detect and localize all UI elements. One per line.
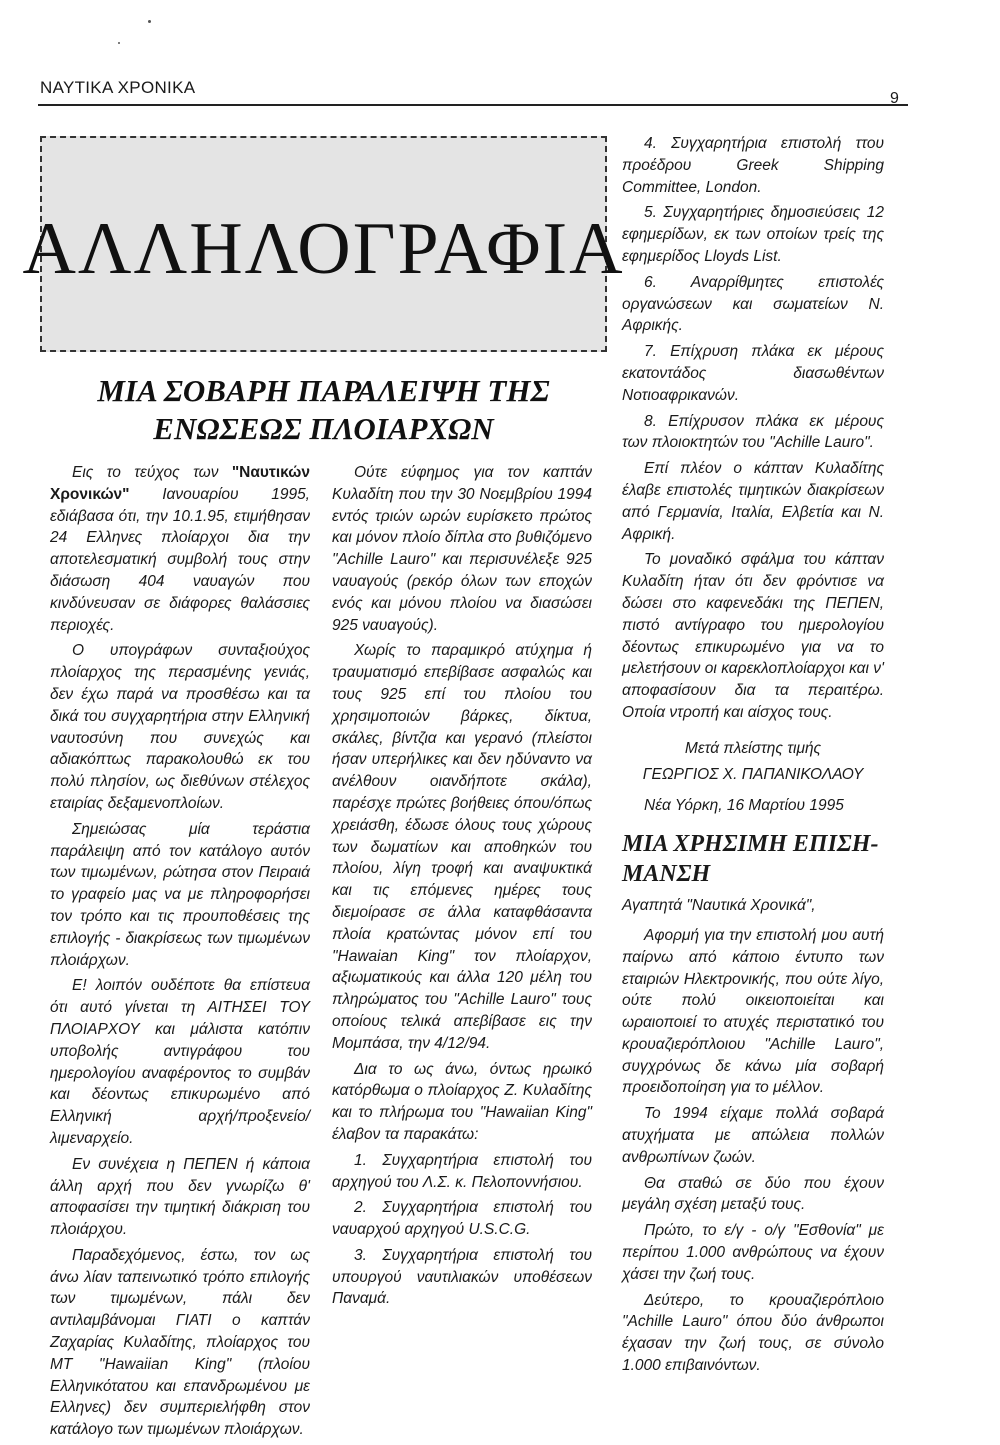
section-title: ΑΛΛΗΛΟΓΡΑΦΙΑ xyxy=(22,207,625,290)
paragraph: Θα σταθώ σε δύο που έχουν μεγάλη σχέση μεταξύ τους. xyxy=(622,1174,884,1214)
list-item: 8. Επίχρυσον πλάκα εκ μέρους των πλοιοκτητών του "Achille Lauro". xyxy=(622,412,884,452)
headline-line-1: ΜΙΑ ΧΡΗΣΙΜΗ ΕΠΙΣΗ- xyxy=(622,831,879,858)
salutation: Αγαπητά "Ναυτικά Χρονικά", xyxy=(622,897,816,915)
list-item: 1. Συγχαρητήρια επιστολή του αρχηγού του Λ.Σ. κ. Πελοποννήσιου. xyxy=(332,1151,592,1191)
paragraph: Δια το ως άνω, όντως ηρωικό κατόρθωμα ο πλοίαρχος Ζ. Κυλαδίτης και το πλήρωμα του "Hawaiian King" έλαβον τα παρακάτω: xyxy=(332,1060,592,1143)
list-item: 5. Συγχαρητήριες δημοσιεύσεις 12 εφημερίδων, εκ των οποίων τρείς της εφημερίδος Lloyds List. xyxy=(622,204,884,265)
paragraph: Το μοναδικό σφάλμα του κάπταν Κυλαδίτη ήταν ότι δεν φρόντισε να δώσει στο καφενεδάκι της ΠΕΠΕΝ, πιστό αντίγραφο του ημερολογίου δέοντως επικυρωμένο για να το μελετήσουν οι καρεκλοπλοίαρχοι και ν' αποφασίσουν δια τα περαιτέρω. Οποία ντροπή και αίσχος τους. xyxy=(622,551,884,721)
header-rule xyxy=(38,104,908,106)
closing: Μετά πλείστης τιμής xyxy=(684,739,822,757)
headline-line-1: ΜΙΑ ΣΟΒΑΡΗ ΠΑΡΑΛΕΙΨΗ ΤΗΣ xyxy=(97,373,550,408)
list-item: 3. Συγχαρητήρια επιστολή του υπουργού ναυτιλιακών υποθέσεων Παναμά. xyxy=(332,1246,592,1308)
list-item: 7. Επίχρυση πλάκα εκ μέρους εκατοντάδος διασωθέντων Νοτιοαφρικανών. xyxy=(622,343,884,404)
place-date: Νέα Υόρκη, 16 Μαρτίου 1995 xyxy=(644,797,844,815)
magazine-title: ΝΑΥΤΙΚΑ ΧΡΟΝΙΚΑ xyxy=(40,78,196,97)
paragraph: Ούτε εύφημος για τον καπτάν Κυλαδίτη που την 30 Νοεμβρίου 1994 εντός τριών ωρών ευρίσκετο πρώτος και μόνον πλοίο δίπλα στο βυθιζόμενο "Achille Lauro" και περισυνέλεξε 925 ναυαγούς (ρεκόρ όλων των εποχών ενός και μόνου πλοίου να διασώσει 925 ναυαγούς). xyxy=(332,464,592,634)
list-item: 6. Αναρρίθμητες επιστολές οργανώσεων και σωματείων Ν. Αφρικής. xyxy=(622,273,884,335)
paragraph: Εις το τεύχος των "Ναυτικών Χρονικών" Ιανουαρίου 1995, εδιάβασα ότι, την 10.1.95, ετιμήθησαν 24 Ελληνες πλοίαρχοι δια την αποτελεσματική συμβολή τους στην διάσωση 404 ναυαγών που κινδύνευσαν σε διάφορες θαλάσσιες περιοχές. xyxy=(50,464,310,634)
paragraph: Επί πλέον ο κάπταν Κυλαδίτης έλαβε επιστολές τιμητικών διακρίσεων από Γερμανία, Ιταλία, Ελβετία και Ν. Αφρική. xyxy=(622,460,884,543)
article-column-2 xyxy=(332,462,592,1314)
list-item: 4. Συγχαρητήρια επιστολή ττου προέδρου Greek Shipping Committee, London. xyxy=(622,135,884,196)
paragraph: Εν συνέχεια η ΠΕΠΕΝ ή κάποια άλλη αρχή που δεν γνωρίζω θ' αποφασίσει την τιμητική διάκριση του πλοιάρχου. xyxy=(50,1155,310,1239)
magazine-name-bold: "Ναυτικών Χρονικών" xyxy=(50,464,310,503)
article-column-3 xyxy=(622,133,884,1381)
scan-speck xyxy=(118,42,120,44)
paragraph: Το 1994 είχαμε πολλά σοβαρά ατυχήματα με απώλεια πολλών ανθρωπίνων ζωών. xyxy=(622,1105,884,1166)
list-item: 2. Συγχαρητήρια επιστολή του ναυαρχού αρχηγού U.S.C.G. xyxy=(332,1199,592,1239)
article-column-1 xyxy=(50,462,310,1445)
paragraph: Σημειώσας μία τεράστια παράλειψη από τον κατάλογο αυτόν των τιμωμένων, ρώτησα στον Πειραιά το γραφείο μας να με πληροφορήσει τον τρόπο και τις προυποθέσεις της επιλογής - διακρίσεως των τιμωμένων πλοιάρχων. xyxy=(50,820,310,969)
headline-line-2: ΜΑΝΣΗ xyxy=(622,861,711,888)
paragraph: Αφορμή για την επιστολή μου αυτή παίρνω από κάποιο έντυπο των εταιριών Ηλεκτρονικής, που ούτε λίγο, ούτε πολύ οικειοποιείται και ωραιοποιεί το ατυχές περιστατικό του κρουαζιερόπλοιου "Achille Lauro", συγχρόνως δε κάνω μία σοβαρή προειδοποίηση για το μέλλον. xyxy=(622,926,884,1097)
paragraph: Παραδεχόμενος, έστω, τον ως άνω λίαν ταπεινωτικό τρόπο επιλογής των τιμωμένων, πάλι δεν αντιλαμβάνομαι ΓΙΑΤΙ ο καπτάν Ζαχαρίας Κυλαδίτης, πλοίαρχος του ΜΤ "Hawaiian King" (πλοίου Ελληνικότατου και επανδρωμένου με Ελληνες) δεν συμπεριελήφθη στον κατάλογο των τιμωμένων πλοιάρχων. xyxy=(50,1246,310,1439)
paragraph: Ε! λοιπόν ουδέποτε θα επίστευα ότι αυτό γίνεται τη ΑΙΤΗΣΕΙ ΤΟΥ ΠΛΟΙΑΡΧΟΥ και μάλιστα κατόπιν υποβολής αντιγράφου του ημερολογίου αναφέροντος το συμβάν και δέοντως επικυρωμένο από Ελληνική αρχή/προξενείο/λιμεναρχείο. xyxy=(50,977,310,1147)
article-2-headline xyxy=(622,829,884,889)
paragraph: Χωρίς το παραμικρό ατύχημα ή τραυματισμό επεβίβασε ασφαλώς και τους 925 επί του πλοίου του χρησιμοποιών βάρκες, δίκτυα, σκάλες, βίντζια και γερανό (πλείστοι ήσαν υπερήλικες και δεν ηδύναντο να ανέλθουν οιανδήποτε σκάλα), παρέσχε πρώτες βοήθειες όπου/όπως χρειάσθη, έδωσε όλους τους χώρους των δωματίων και αποθηκών του πλοίου, λίγη τροφή και αναψυκτικά και τις επόμενες ημέρες τους διεμοίρασε σε άλλα καταφθάσαντα πλοία κρατώντας μόνον επί του "Hawaian King" τον πλοίαρχον, αξιωματικούς και άλλα 120 μέλη του πληρώματος του "Achille Lauro" τους οποίους τελικά απεβίβασε εις την Μομπάσα, την 4/12/94. xyxy=(332,642,592,1052)
paragraph: Δεύτερο, το κρουαζιερόπλοιο "Achille Lauro" όπου δύο άνθρωποι έχασαν την ζωή τους, σε σύνολο 1.000 επιβαινόντων. xyxy=(622,1291,884,1375)
signature: ΓΕΩΡΓΙΟΣ Χ. ΠΑΠΑΝΙΚΟΛΑΟΥ xyxy=(642,765,864,783)
paragraph: Πρώτο, το ε/γ - ο/γ "Εσθονία" με περίπου 1.000 ανθρώπους να έχουν χάσει την ζωή τους. xyxy=(622,1222,884,1283)
article-headline xyxy=(40,372,607,448)
page-number: 9 xyxy=(890,90,899,107)
headline-line-2: ΕΝΩΣΕΩΣ ΠΛΟΙΑΡΧΩΝ xyxy=(153,411,494,446)
scan-speck xyxy=(148,20,151,23)
section-banner xyxy=(22,136,625,352)
paragraph: Ο υπογράφων συνταξιούχος πλοίαρχος της περασμένης γενιάς, δεν έχω παρά να προσθέσω και τα δικά του συγχαρητήρια στην Ελληνική ναυτοσύνη που συνεχώς και αδιακόπτως παρακολουθώ εκ του πολύ πλησίον, ως διεθύνων στέλεχος εταιρίας δεξαμενοπλοίων. xyxy=(50,642,310,812)
